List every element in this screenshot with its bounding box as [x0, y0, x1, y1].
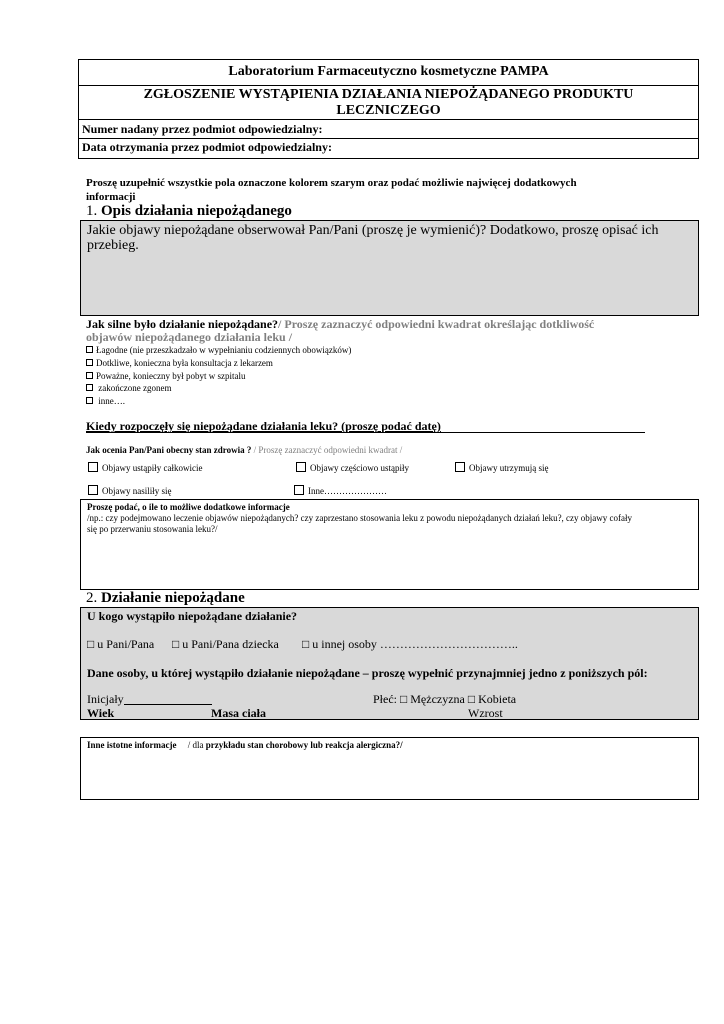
checkbox-icon — [86, 346, 93, 353]
health-question — [86, 445, 402, 455]
severity-option-other[interactable]: inne…. — [86, 395, 351, 408]
other-info-label — [87, 740, 403, 750]
checkbox-icon — [86, 359, 93, 366]
health-option-resolved[interactable]: Objawy ustąpiły całkowicie — [88, 462, 202, 473]
checkbox-icon — [296, 462, 306, 472]
lab-name: Laboratorium Farmaceutyczno kosmetyczne PAMPA — [228, 64, 549, 79]
height-field[interactable]: Wzrost — [468, 706, 503, 720]
section2-number: 2. — [86, 590, 98, 606]
health-option-worse[interactable]: Objawy nasiliły się — [88, 485, 172, 496]
who-question: U kogo wystąpiło niepożądane działanie? — [87, 609, 298, 623]
checkbox-icon: □ — [400, 692, 408, 706]
checkbox-icon: □ — [467, 692, 476, 706]
health-option-other[interactable]: Inne………………… — [294, 485, 387, 496]
severity-options — [86, 344, 351, 408]
intro-line2: informacji — [86, 191, 136, 203]
extra-info-title: Proszę podać, o ile to możliwe dodatkowe informacje — [87, 502, 290, 512]
age-mass-height-line — [87, 719, 561, 720]
section2-title: Działanie niepożądane — [101, 590, 245, 606]
health-hint: / Proszę zaznaczyć odpowiedni kwadrat / — [251, 445, 403, 455]
section1-number: 1. — [86, 203, 98, 219]
checkbox-icon: □ — [302, 637, 310, 651]
checkbox-icon — [88, 485, 98, 495]
checkbox-icon: □ — [172, 637, 180, 651]
other-info-hint2: przykładu stan chorobowy lub reakcja alergiczna?/ — [205, 740, 403, 750]
form-title-cell — [78, 85, 699, 120]
initials-label: Inicjały — [87, 692, 124, 706]
health-option-ongoing[interactable]: Objawy utrzymują się — [455, 462, 548, 473]
sex-option-male[interactable]: □ Mężczyzna — [400, 692, 465, 706]
form-title-line1: ZGŁOSZENIE WYSTĄPIENIA DZIAŁANIA NIEPOŻĄDANEGO PRODUKTU — [143, 87, 634, 102]
severity-label: Jak silne było działanie niepożądane? — [86, 317, 279, 331]
checkbox-icon — [294, 485, 304, 495]
field-date-label: Data otrzymania przez podmiot odpowiedzialny: — [82, 140, 332, 154]
other-info-field[interactable] — [80, 737, 699, 800]
severity-option-serious[interactable]: Poważne, konieczny był pobyt w szpitalu — [86, 370, 351, 383]
severity-hint1: / Proszę zaznaczyć odpowiedni kwadrat określając dotkliwość — [278, 317, 595, 331]
lab-name-cell — [78, 59, 699, 86]
sex-field — [373, 692, 516, 707]
form-title-line2: LECZNICZEGO — [336, 103, 441, 118]
sex-option-female[interactable]: □ Kobieta — [467, 692, 517, 706]
initials-field[interactable] — [87, 692, 212, 707]
checkbox-icon — [455, 462, 465, 472]
age-field[interactable]: Wiek — [87, 706, 115, 720]
checkbox-icon — [86, 384, 93, 391]
checkbox-icon: □ — [87, 637, 95, 651]
symptoms-field[interactable] — [80, 220, 699, 316]
who-option-self[interactable]: □ u Pani/Pana — [87, 637, 155, 651]
other-info-hint1: / dla — [187, 740, 206, 750]
sex-label: Płeć: — [373, 692, 397, 706]
onset-date-question: Kiedy rozpoczęły się niepożądane działania leku? (proszę podać datę) — [86, 419, 441, 433]
severity-option-death[interactable]: zakończone zgonem — [86, 382, 351, 395]
severity-option-mild[interactable]: Łagodne (nie przeszkadzało w wypełnianiu codziennych obowiązków) — [86, 344, 351, 357]
patient-box — [80, 607, 699, 720]
person-question: Dane osoby, u której wystąpiło działanie niepożądane – proszę wypełnić przynajmniej jedno z poniższych pól: — [87, 666, 648, 680]
who-option-child[interactable]: □ u Pani/Pana dziecka — [172, 637, 279, 651]
section1-title: Opis działania niepożądanego — [101, 203, 292, 219]
extra-info-line1: /np.: czy podejmowano leczenie objawów niepożądanych? czy zaprzestano stosowania leku z powodu niepożądanych działań leku?, czy objawy cofały — [87, 513, 633, 523]
checkbox-icon — [88, 462, 98, 472]
who-option-other[interactable]: □ u innej osoby …………………………….. — [302, 637, 518, 651]
severity-option-severe[interactable]: Dotkliwe, konieczna była konsultacja z lekarzem — [86, 357, 351, 370]
severity-hint2: objawów niepożądanego działania leku / — [86, 330, 293, 344]
section1-heading — [86, 203, 292, 220]
initials-line — [124, 704, 212, 705]
checkbox-icon — [86, 397, 93, 404]
symptoms-question-line2: przebieg. — [87, 238, 139, 253]
section2-heading — [86, 590, 245, 607]
health-label: Jak ocenia Pan/Pani obecny stan zdrowia ? — [86, 445, 252, 455]
extra-info-line2: się po przerwaniu stosowania leku?/ — [87, 524, 218, 534]
checkbox-icon — [86, 372, 93, 379]
mass-field[interactable]: Masa ciała — [211, 706, 266, 720]
symptoms-question-line1: Jakie objawy niepożądane obserwował Pan/Pani (proszę je wymienić)? Dodatkowo, proszę opisać ich — [87, 223, 659, 238]
field-date[interactable] — [78, 138, 699, 159]
intro-line1: Proszę uzupełnić wszystkie pola oznaczone kolorem szarym oraz podać możliwie najwięcej dodatkowych — [86, 177, 577, 189]
extra-info-field[interactable] — [80, 499, 699, 590]
onset-date-line — [86, 432, 645, 433]
health-option-partial[interactable]: Objawy częściowo ustąpiły — [296, 462, 409, 473]
field-number-label: Numer nadany przez podmiot odpowiedzialny: — [82, 122, 323, 136]
field-number[interactable] — [78, 120, 699, 139]
other-info-title: Inne istotne informacje — [87, 740, 177, 750]
